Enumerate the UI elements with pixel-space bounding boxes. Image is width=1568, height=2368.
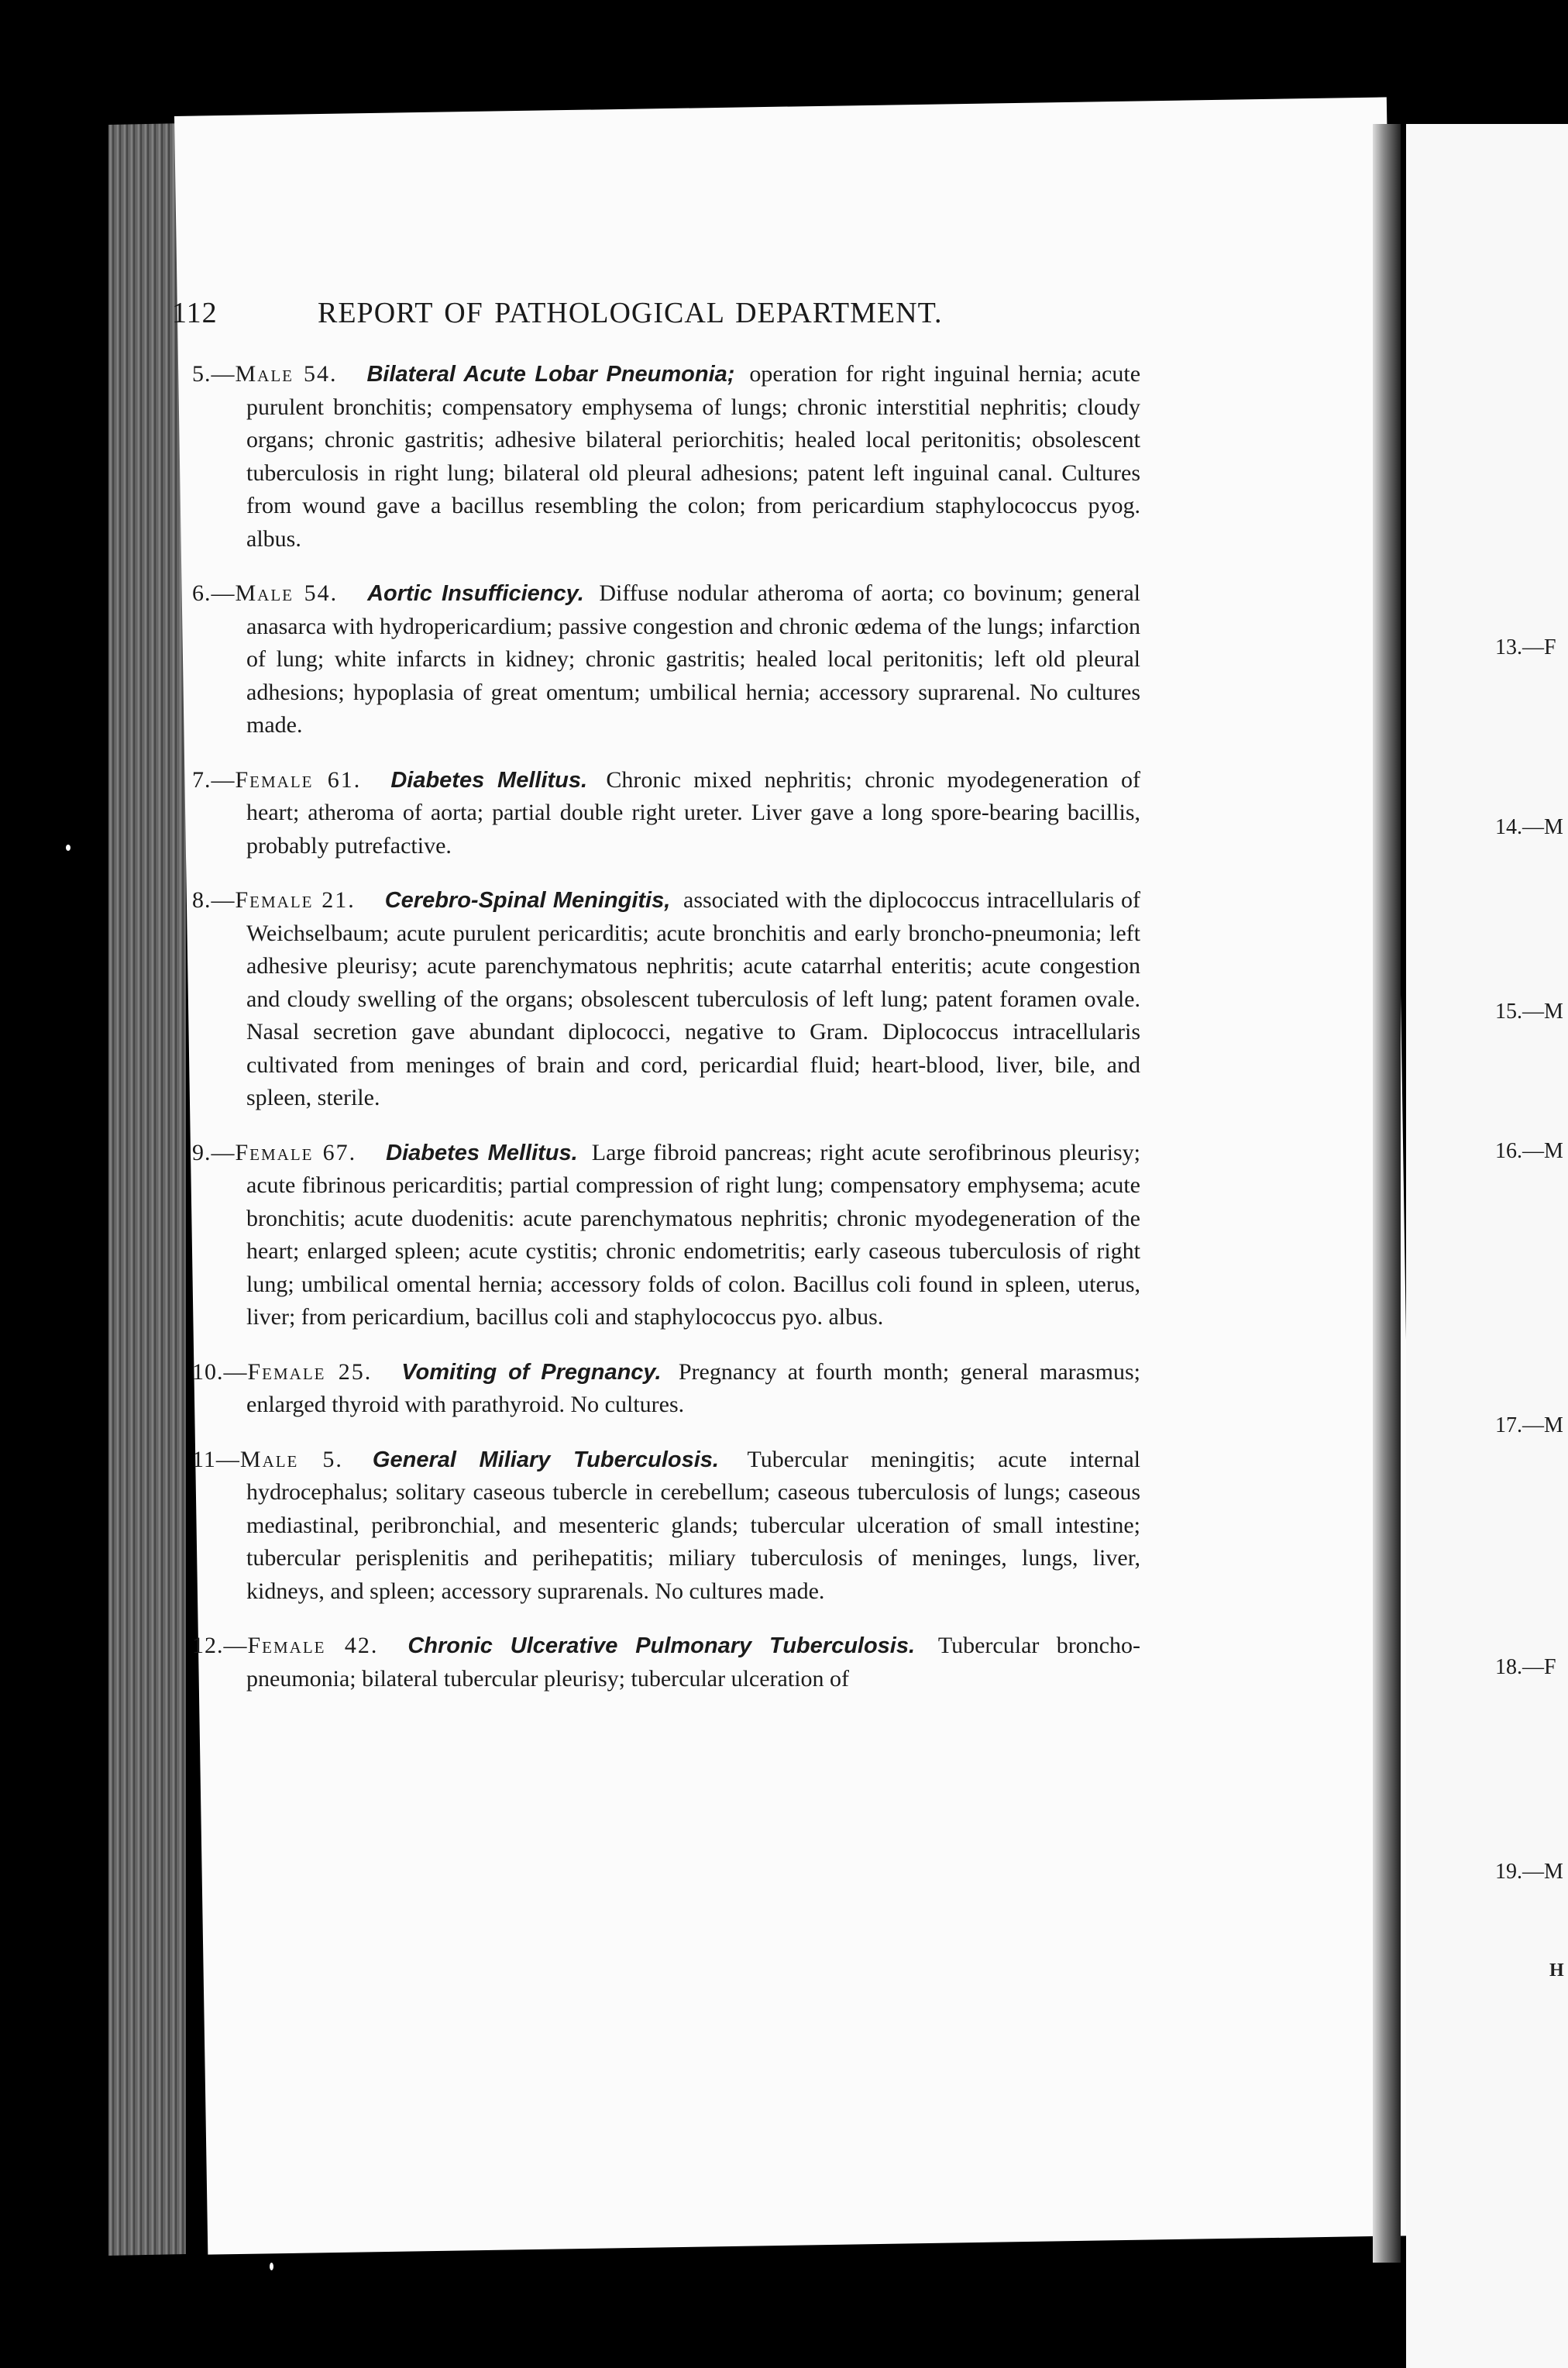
case-findings: operation for right inguinal hernia; acute purulent bronchitis; compensatory emphysema of lungs; chronic interstitial nephritis; cloudy organs; chronic gastritis; adhesive bilateral periorchitis; healed local peritonitis; obsolescent tuberculosis in right lung; bilateral old pleural adhesions; patent left inguinal canal. Cultures from wound gave a bacillus resembling the colon; from pericardium staphylococcus pyog. albus. (246, 361, 1141, 552)
facing-case-number: 17.—M (1495, 1413, 1563, 1437)
page-number: 112 (172, 297, 218, 329)
book-gutter (1373, 124, 1401, 2263)
case-diagnosis: Vomiting of Pregnancy. (401, 1359, 662, 1385)
case-sex-age: Female 25. (247, 1358, 373, 1385)
case-findings: Chronic mixed nephritis; chronic myodegeneration of heart; atheroma of aorta; partial double right ureter. Liver gave a long spore-bearing bacillis, probably putrefactive. (246, 766, 1140, 859)
page-edge (108, 123, 186, 2256)
case-sex-age: Female 21. (235, 887, 356, 913)
case-entry (192, 577, 1140, 742)
facing-footer-letter: H (1549, 1960, 1564, 1981)
case-entry (192, 1137, 1140, 1334)
case-diagnosis: Cerebro-Spinal Meningitis, (384, 888, 671, 913)
case-sex-age: Male 54. (235, 361, 338, 387)
facing-case-number: 16.—M (1495, 1139, 1563, 1163)
case-entry (192, 358, 1140, 556)
case-diagnosis: Chronic Ulcerative Pulmonary Tuberculosis. (407, 1633, 916, 1658)
case-list (192, 358, 1140, 1717)
facing-page (1406, 124, 1568, 2368)
facing-case-number: 14.—M (1495, 815, 1563, 839)
case-entry (192, 1444, 1140, 1609)
page-title: REPORT OF PATHOLOGICAL DEPARTMENT. (318, 297, 943, 329)
case-sex-age: Female 61. (235, 766, 362, 793)
facing-case-number: 18.—F (1495, 1655, 1556, 1679)
case-diagnosis: General Miliary Tuberculosis. (372, 1447, 719, 1472)
case-entry (192, 1630, 1140, 1695)
facing-case-number: 19.—M (1495, 1860, 1563, 1884)
case-number: 6.— (192, 580, 236, 606)
case-findings: Large fibroid pancreas; right acute serofibrinous pleurisy; acute fibrinous pericarditis; partial compression of right lung; compensatory emphysema; acute bronchitis; acute duodenitis: acute parenchymatous nephritis; chronic myodegeneration of the heart; enlarged spleen; acute cystitis; chronic endometritis; early caseous tuberculosis of right lung; umbilical omental hernia; accessory folds of colon. Bacillus coli found in spleen, uterus, liver; from pericardium, bacillus coli and staphylococcus pyo. albus. (246, 1139, 1140, 1330)
case-sex-age: Male 5. (239, 1446, 343, 1472)
case-number: 9.— (192, 1139, 236, 1165)
case-diagnosis: Diabetes Mellitus. (386, 1140, 578, 1165)
case-findings: associated with the diplococcus intracellularis of Weichselbaum; acute purulent pericarditis; acute bronchitis and early broncho-pneumonia; left adhesive pleurisy; acute parenchymatous nephritis; acute catarrhal enteritis; acute congestion and cloudy swelling of the organs; obsolescent tuberculosis of left lung; patent foramen ovale. Nasal secretion gave abundant diplococci, negative to Gram. Diplococcus intracellularis cultivated from meninges of brain and cord, pericardial fluid; heart-blood, liver, bile, and spleen, sterile. (246, 887, 1140, 1110)
facing-case-number: 15.—M (1495, 1000, 1563, 1024)
case-number: 12.— (192, 1633, 248, 1658)
case-number: 11— (192, 1446, 240, 1472)
case-findings: Pregnancy at fourth month; general marasmus; enlarged thyroid with parathyroid. No cultures. (246, 1358, 1141, 1417)
case-sex-age: Female 67. (235, 1139, 357, 1165)
case-entry (192, 1356, 1140, 1422)
case-diagnosis: Bilateral Acute Lobar Pneumonia; (366, 362, 735, 387)
case-findings: Tubercular meningitis; acute internal hydrocephalus; solitary caseous tubercle in cerebellum; caseous tuberculosis of lungs; caseous mediastinal, peribronchial, and mesenteric glands; tubercular ulceration of small intestine; tubercular perisplenitis and perihepatitis; miliary tuberculosis of meninges, lungs, liver, kidneys, and spleen; accessory suprarenals. No cultures made. (246, 1446, 1140, 1604)
case-diagnosis: Diabetes Mellitus. (390, 767, 588, 793)
case-number: 8.— (192, 887, 236, 913)
case-entry (192, 764, 1140, 863)
case-sex-age: Male 54. (235, 580, 339, 606)
case-number: 10.— (192, 1358, 248, 1385)
scan-speck (66, 845, 70, 851)
case-number: 5.— (192, 361, 236, 387)
case-sex-age: Female 42. (247, 1633, 379, 1658)
case-findings: Tubercular broncho-pneumonia; bilateral tubercular pleurisy; tubercular ulceration of (246, 1633, 1140, 1692)
case-number: 7.— (192, 766, 236, 793)
scan-speck (270, 2263, 273, 2270)
case-diagnosis: Aortic Insufficiency. (367, 581, 584, 606)
case-findings: Diffuse nodular atheroma of aorta; co bovinum; general anasarca with hydropericardium; passive congestion and chronic œdema of the lungs; infarction of lung; white infarcts in kidney; chronic gastritis; healed local peritonitis; left old pleural adhesions; hypoplasia of great omentum; umbilical hernia; accessory suprarenal. No cultures made. (246, 580, 1141, 738)
case-entry (192, 884, 1140, 1115)
facing-case-number: 13.—F (1495, 635, 1556, 659)
